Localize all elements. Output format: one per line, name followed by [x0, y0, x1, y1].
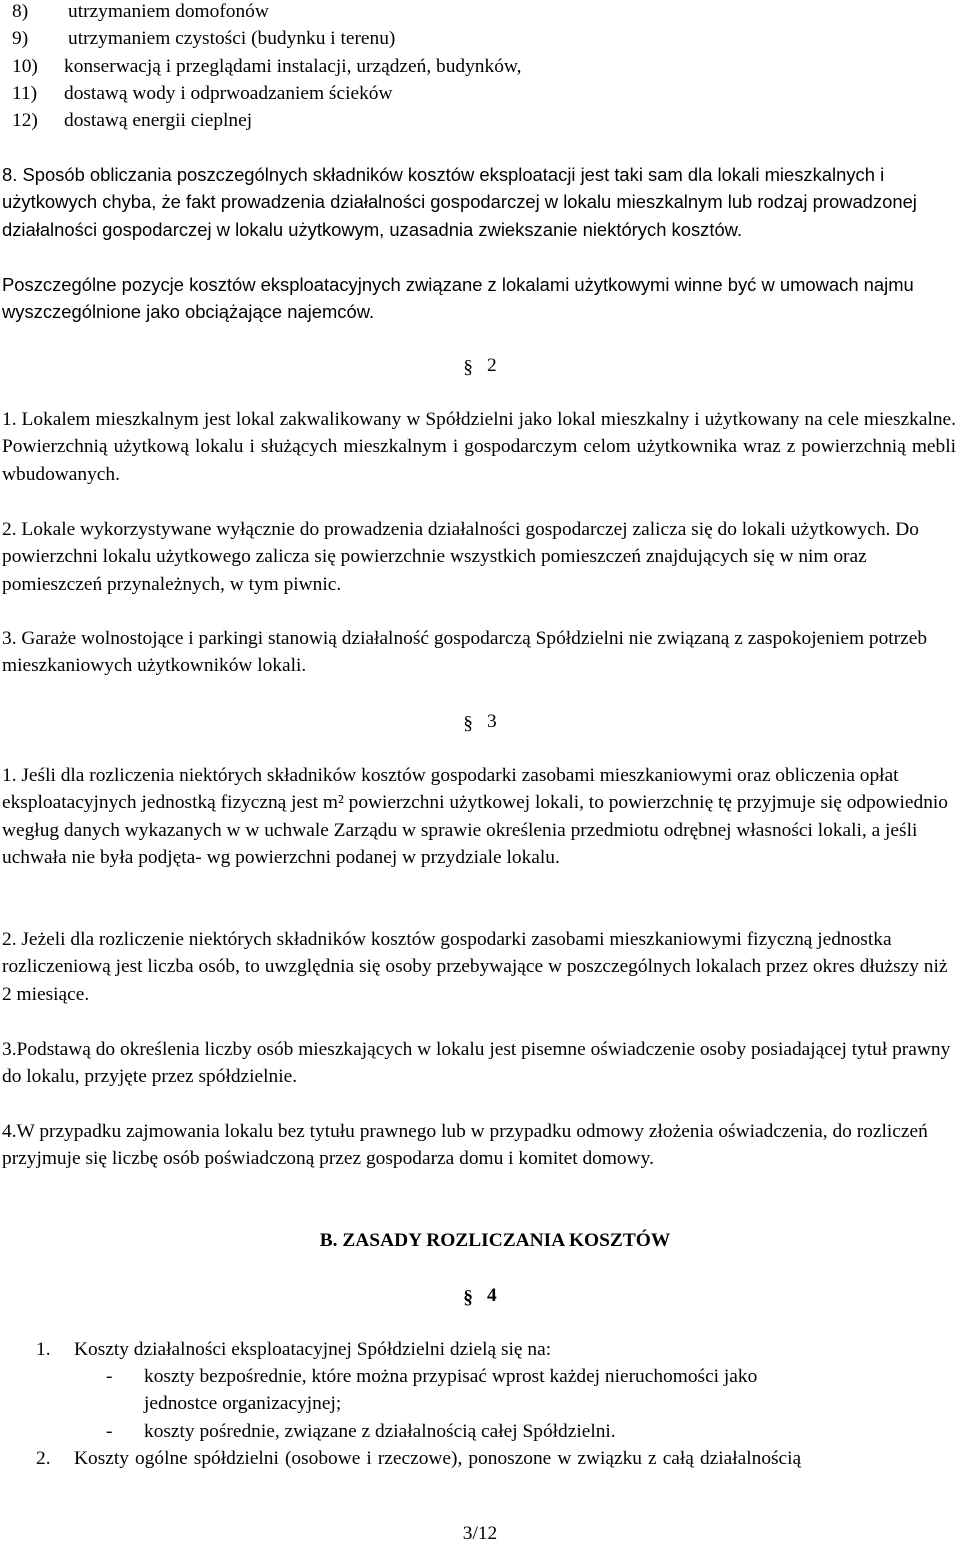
page-number: 3/12: [462, 1523, 498, 1544]
par4-dash-item-1: [106, 1363, 956, 1418]
list-item-number: 9): [12, 28, 29, 50]
item-number: 1.: [36, 1339, 51, 1360]
list-item-number: 10): [12, 55, 38, 77]
dash-bullet: -: [106, 1421, 113, 1442]
dash-item-text: koszty bezpośrednie, które można przypisać wprost każdej nieruchomości jako: [144, 1366, 758, 1387]
dash-item-text: koszty pośrednie, związane z działalnością całej Spółdzielni.: [144, 1421, 616, 1442]
list-item-text: dostawą energii cieplnej: [64, 110, 253, 132]
list-item-number: 12): [12, 110, 38, 132]
par3-point-4: 4.W przypadku zajmowania lokalu bez tytułu prawnego lub w przypadku odmowy złożenia oświadczenia, do rozliczeń przyjmuje się liczbę osób poświadczoną przez gospodarza domu i komitet domowy.: [2, 1121, 928, 1170]
par4-dash-item-2: [106, 1418, 956, 1445]
section-sign: §: [463, 357, 473, 378]
paragraph-positions: Poszczególne pozycje kosztów eksploatacyjnych związane z lokalami użytkowymi winne być w umowach najmu wyszczególnione jako obciążające najemców.: [2, 274, 914, 323]
section-sign: §: [463, 713, 473, 734]
par2-point-3: 3. Garaże wolnostojące i parkingi stanowią działalność gospodarczą Spółdzielni nie związaną z zaspokojeniem potrzeb mieszkaniowych użytkowników lokali.: [2, 628, 928, 677]
item-number: 2.: [36, 1448, 51, 1469]
par3-point-3: 3.Podstawą do określenia liczby osób mieszkających w lokalu jest pisemne oświadczenie osoby posiadającej tytuł prawny do lokalu, przyjęte przez spółdzielnie.: [2, 1039, 951, 1088]
paragraph-8: 8. Sposób obliczania poszczególnych składników kosztów eksploatacji jest taki sam dla lokali mieszkalnych i użytkowych chyba, że fakt prowadzenia działalności gospodarczej w lokalu mieszkalnym lub rodzaj prowadzonej działalności gospodarczej w lokalu użytkowym, uzasadnia zwiekszanie niektórych kosztów.: [2, 164, 917, 240]
section-number: 3: [487, 711, 497, 732]
par2-point-2: 2. Lokale wykorzystywane wyłącznie do prowadzenia działalności gospodarczej zalicza się do lokali użytkowych. Do powierzchni lokalu użytkowego zalicza się powierzchnie wszystkich pomieszczeń znajdujących się w nim oraz pomieszczeń przynależnych, w tym piwnic.: [2, 519, 919, 595]
section-sign: §: [463, 1287, 473, 1308]
list-item-text: dostawą wody i odprwoadzaniem ścieków: [64, 82, 393, 104]
paragraph-sign-4: [0, 1282, 960, 1309]
paragraph-sign-3: [0, 708, 960, 735]
par4-item-1: [36, 1336, 956, 1363]
par2-point-1: 1. Lokalem mieszkalnym jest lokal zakwalikowany w Spółdzielni jako lokal mieszkalny i użytkowany na cele mieszkalne. Powierzchnią użytkową lokalu i służących mieszkalnym i gospodarczym celom użytkownika wraz z powierzchnią mebli wbudowanych.: [2, 409, 956, 485]
list-item: [12, 0, 521, 25]
list-item: [12, 107, 521, 134]
dash-bullet: -: [106, 1366, 113, 1387]
section-number: 4: [487, 1285, 497, 1306]
section-number: 2: [487, 355, 497, 376]
par3-point-1: 1. Jeśli dla rozliczenia niektórych składników kosztów gospodarki zasobami mieszkaniowymi oraz obliczenia opłat eksploatacyjnych jednostką fizyczną jest m² powierzchni użytkowej lokali, to powierzchnię tę przyjmuje się odpowiednio wegług danych wykazanych w w uchwale Zarządu w sprawie określenia przedmiotu odrębnej własności lokali, a jeśli uchwała nie była podjęta- wg powierzchni podanej w przydziale lokalu.: [2, 765, 948, 868]
item-text: Koszty działalności eksploatacyjnej Spółdzielni dzielą się na:: [74, 1339, 552, 1360]
par3-point-2: 2. Jeżeli dla rozliczenie niektórych składników kosztów gospodarki zasobami mieszkaniowymi fizyczną jednostka rozliczeniową jest liczba osób, to uwzględnia się osoby przebywające w poszczególnych lokalach przez okres dłuższy niż 2 miesiące.: [2, 929, 948, 1005]
paragraph-sign-2: [0, 352, 960, 379]
list-item-number: 8): [12, 1, 29, 22]
list-item-text: konserwacją i przeglądami instalacji, urządzeń, budynków,: [64, 55, 522, 77]
par4-item-2: [36, 1445, 956, 1472]
dash-item-text-continued: jednostce organizacyjnej;: [144, 1393, 342, 1415]
list-item-text: utrzymaniem czystości (budynku i terenu): [68, 28, 396, 50]
list-item: [12, 25, 521, 52]
list-item-number: 11): [12, 82, 38, 104]
utility-list: [12, 0, 521, 134]
list-item: [12, 53, 521, 80]
section-b-heading: B. ZASADY ROZLICZANIA KOSZTÓW: [319, 1230, 671, 1251]
list-item-text: utrzymaniem domofonów: [68, 1, 269, 22]
list-item: [12, 80, 521, 107]
item-text: Koszty ogólne spółdzielni (osobowe i rzeczowe), ponoszone w związku z całą działalnością: [74, 1448, 802, 1469]
